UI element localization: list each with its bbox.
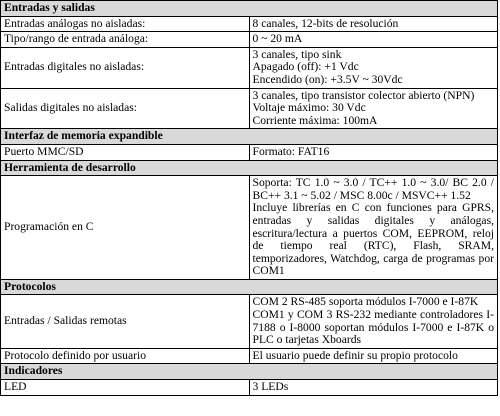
spec-row — [1, 380, 498, 396]
section-header-row — [1, 279, 498, 295]
spec-value-line: 0 ~ 20 mA — [252, 32, 303, 46]
spec-value — [249, 16, 498, 32]
spec-value-line: El usuario puede definir su propio protocolo — [252, 348, 458, 362]
spec-row — [1, 348, 498, 364]
spec-value — [249, 47, 498, 88]
spec-label: Entradas / Salidas remotas — [1, 295, 250, 348]
spec-value-line: 3 LEDs — [252, 380, 289, 394]
spec-label: Entradas análogas no aisladas: — [1, 16, 250, 32]
spec-value — [249, 380, 498, 396]
spec-value-line: Corriente máxima: 100mA — [252, 113, 378, 127]
spec-label: Salidas digitales no aisladas: — [1, 88, 250, 129]
spec-value-line: 3 canales, tipo sink — [252, 47, 342, 61]
section-title: Protocolos — [1, 279, 498, 295]
spec-label: Protocolo definido por usuario — [1, 348, 250, 364]
spec-value-line: Formato: FAT16 — [252, 144, 330, 158]
section-title: Entradas y salidas — [1, 1, 498, 17]
spec-value-line: Apagado (off): +1 Vdc — [252, 60, 359, 74]
spec-label: Puerto MMC/SD — [1, 144, 250, 160]
spec-value — [249, 144, 498, 160]
spec-label: Tipo/rango de entrada análoga: — [1, 32, 250, 48]
section-title: Interfaz de memoria expandible — [1, 129, 498, 145]
section-header-row — [1, 364, 498, 380]
section-title: Herramienta de desarrollo — [1, 160, 498, 176]
spec-row — [1, 88, 498, 129]
spec-row — [1, 32, 498, 48]
spec-value — [249, 176, 498, 280]
spec-row — [1, 176, 498, 280]
spec-value-line: COM 2 RS-485 soporta módulos I-7000 e I-87K — [252, 295, 479, 309]
spec-value-line: 8 canales, 12-bits de resolución — [252, 16, 399, 30]
spec-value — [249, 88, 498, 129]
section-header-row — [1, 160, 498, 176]
spec-value-line: Voltaje máximo: 30 Vdc — [252, 101, 366, 115]
spec-value — [249, 32, 498, 48]
spec-label: Programación en C — [1, 176, 250, 280]
spec-label: Entradas digitales no aisladas: — [1, 47, 250, 88]
section-header-row — [1, 1, 498, 17]
spec-row — [1, 47, 498, 88]
spec-row — [1, 295, 498, 348]
section-title: Indicadores — [1, 364, 498, 380]
spec-value — [249, 348, 498, 364]
spec-label: LED — [1, 380, 250, 396]
spec-value-line: COM1 y COM 3 RS-232 mediante controladores I-7188 o I-8000 soportan módulos I-7000 e I-87K o PLC o tarjetas Xboards — [252, 308, 494, 347]
spec-value-line: Encendido (on): +3.5V ~ 30Vdc — [252, 72, 403, 86]
section-header-row — [1, 129, 498, 145]
spec-value-line: 3 canales, tipo transistor colector abierto (NPN) — [252, 88, 475, 102]
spec-row — [1, 144, 498, 160]
spec-value-line: Incluye librerías en C con funciones para GPRS, entradas y salidas digitales y análogas, escritura/lectura a puertos COM, EEPROM, reloj de tiempo real (RTC), Flash, SRAM, temporizadores, Watchdog, carga de programas por COM1 — [252, 201, 494, 278]
spec-value — [249, 295, 498, 348]
spec-value-line: Soporta: TC 1.0 ~ 3.0 / TC++ 1.0 ~ 3.0/ BC 2.0 / BC++ 3.1 ~ 5.02 / MSC 8.00c / MSVC++ 1.52 — [252, 176, 494, 202]
spec-row — [1, 16, 498, 32]
